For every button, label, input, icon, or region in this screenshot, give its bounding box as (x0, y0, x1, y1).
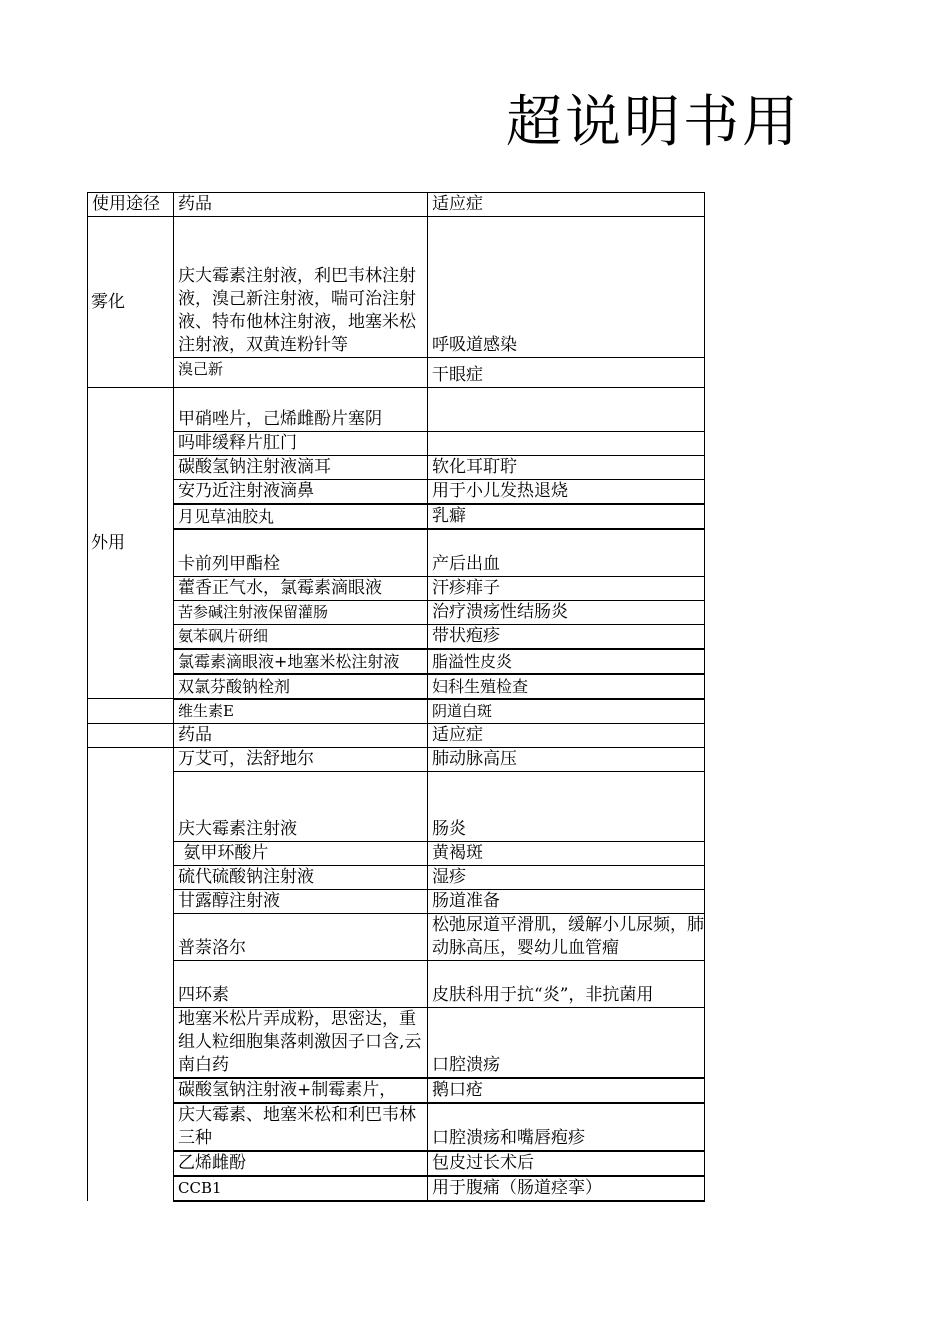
table-row (88, 889, 705, 913)
table-header-row (88, 193, 705, 217)
indication-cell: 口腔溃疡和嘴唇疱疹 (428, 1103, 705, 1151)
drug-cell: 普萘洛尔 (174, 913, 428, 960)
indication-cell: 适应症 (428, 723, 705, 747)
indication-cell: 松弛尿道平滑肌，缓解小儿尿频，肺动脉高压，婴幼儿血管瘤 (428, 913, 705, 960)
indication-cell: 黄褐斑 (428, 841, 705, 865)
table-row (88, 388, 705, 432)
table-row (88, 1176, 705, 1201)
drug-cell: 庆大霉素注射液 (174, 771, 428, 841)
indication-cell: 脂溢性皮炎 (428, 649, 705, 674)
table-row (88, 358, 705, 388)
drug-cell: 双氯芬酸钠栓剂 (174, 674, 428, 699)
table-row (88, 217, 705, 358)
table-row (88, 771, 705, 841)
indication-cell: 阴道白斑 (428, 699, 705, 724)
indication-cell: 口腔溃疡 (428, 1007, 705, 1078)
table-row (88, 504, 705, 529)
table-row (88, 1007, 705, 1078)
indication-cell: 呼吸道感染 (428, 217, 705, 358)
drug-cell: 碳酸氢钠注射液+制霉素片， (174, 1078, 428, 1103)
drug-cell: 硫代硫酸钠注射液 (174, 865, 428, 889)
indication-cell: 汗疹痱子 (428, 576, 705, 600)
drug-cell: 氨甲环酸片 (174, 841, 428, 865)
table-row (88, 913, 705, 960)
table-row (88, 432, 705, 456)
drug-cell: 碳酸氢钠注射液滴耳 (174, 456, 428, 480)
indication-cell: 软化耳耵聍 (428, 456, 705, 480)
indication-cell: 用于小儿发热退烧 (428, 480, 705, 505)
indication-cell: 治疗溃疡性结肠炎 (428, 600, 705, 624)
drug-cell: 吗啡缓释片肛门 (174, 432, 428, 456)
indication-cell: 妇科生殖检查 (428, 674, 705, 699)
drug-cell: 药品 (174, 723, 428, 747)
table-row (88, 576, 705, 600)
header-indication: 适应症 (428, 193, 705, 217)
header-route: 使用途径 (88, 193, 174, 217)
indication-cell: 干眼症 (428, 358, 705, 388)
drug-cell: 地塞米松片弄成粉，思密达，重组人粒细胞集落刺激因子口含,云南白药 (174, 1007, 428, 1078)
route-cell-empty (88, 747, 174, 1201)
drug-cell: 苦参碱注射液保留灌肠 (174, 600, 428, 624)
table-row (88, 480, 705, 505)
indication-cell: 包皮过长术后 (428, 1151, 705, 1176)
route-cell-external: 外用 (88, 388, 174, 699)
drug-cell: 藿香正气水，氯霉素滴眼液 (174, 576, 428, 600)
drug-cell: 维生素E (174, 699, 428, 724)
drug-cell: 庆大霉素、地塞米松和利巴韦林三种 (174, 1103, 428, 1151)
drug-cell: 安乃近注射液滴鼻 (174, 480, 428, 505)
drug-cell: 月见草油胶丸 (174, 504, 428, 529)
header-drug: 药品 (174, 193, 428, 217)
table-row (88, 841, 705, 865)
page-title: 超说明书用 (506, 90, 801, 155)
indication-cell (428, 432, 705, 456)
indication-cell (428, 388, 705, 432)
off-label-table (87, 192, 705, 1202)
drug-cell: 万艾可，法舒地尔 (174, 747, 428, 771)
drug-cell: 卡前列甲酯栓 (174, 529, 428, 576)
drug-cell: 甘露醇注射液 (174, 889, 428, 913)
drug-cell: 溴己新 (174, 358, 428, 388)
table-row (88, 600, 705, 624)
indication-cell: 带状疱疹 (428, 624, 705, 649)
table-row (88, 699, 705, 724)
drug-cell: 乙烯雌酚 (174, 1151, 428, 1176)
drug-cell: CCB1 (174, 1176, 428, 1201)
indication-cell: 皮肤科用于抗“炎”，非抗菌用 (428, 960, 705, 1007)
indication-cell: 肠炎 (428, 771, 705, 841)
table-row (88, 1078, 705, 1103)
table-row (88, 529, 705, 576)
table-row (88, 865, 705, 889)
drug-cell: 甲硝唑片，己烯雌酚片塞阴 (174, 388, 428, 432)
indication-cell: 肺动脉高压 (428, 747, 705, 771)
route-cell-nebulize: 雾化 (88, 217, 174, 388)
drug-cell: 氯霉素滴眼液+地塞米松注射液 (174, 649, 428, 674)
indication-cell: 鹅口疮 (428, 1078, 705, 1103)
table-row (88, 747, 705, 771)
table-row (88, 1151, 705, 1176)
table-row (88, 1103, 705, 1151)
table-row (88, 456, 705, 480)
route-cell-empty (88, 723, 174, 747)
table-row (88, 624, 705, 649)
indication-cell: 用于腹痛（肠道痉挛） (428, 1176, 705, 1201)
indication-cell: 乳癖 (428, 504, 705, 529)
table-row (88, 723, 705, 747)
indication-cell: 肠道准备 (428, 889, 705, 913)
table-row (88, 649, 705, 674)
table-row (88, 674, 705, 699)
indication-cell: 产后出血 (428, 529, 705, 576)
indication-cell: 湿疹 (428, 865, 705, 889)
drug-cell: 庆大霉素注射液，利巴韦林注射液，溴己新注射液，喘可治注射液、特布他林注射液，地塞米松注射液，双黄连粉针等 (174, 217, 428, 358)
drug-cell: 氨苯砜片研细 (174, 624, 428, 649)
table-row (88, 960, 705, 1007)
route-cell-empty (88, 699, 174, 724)
drug-cell: 四环素 (174, 960, 428, 1007)
